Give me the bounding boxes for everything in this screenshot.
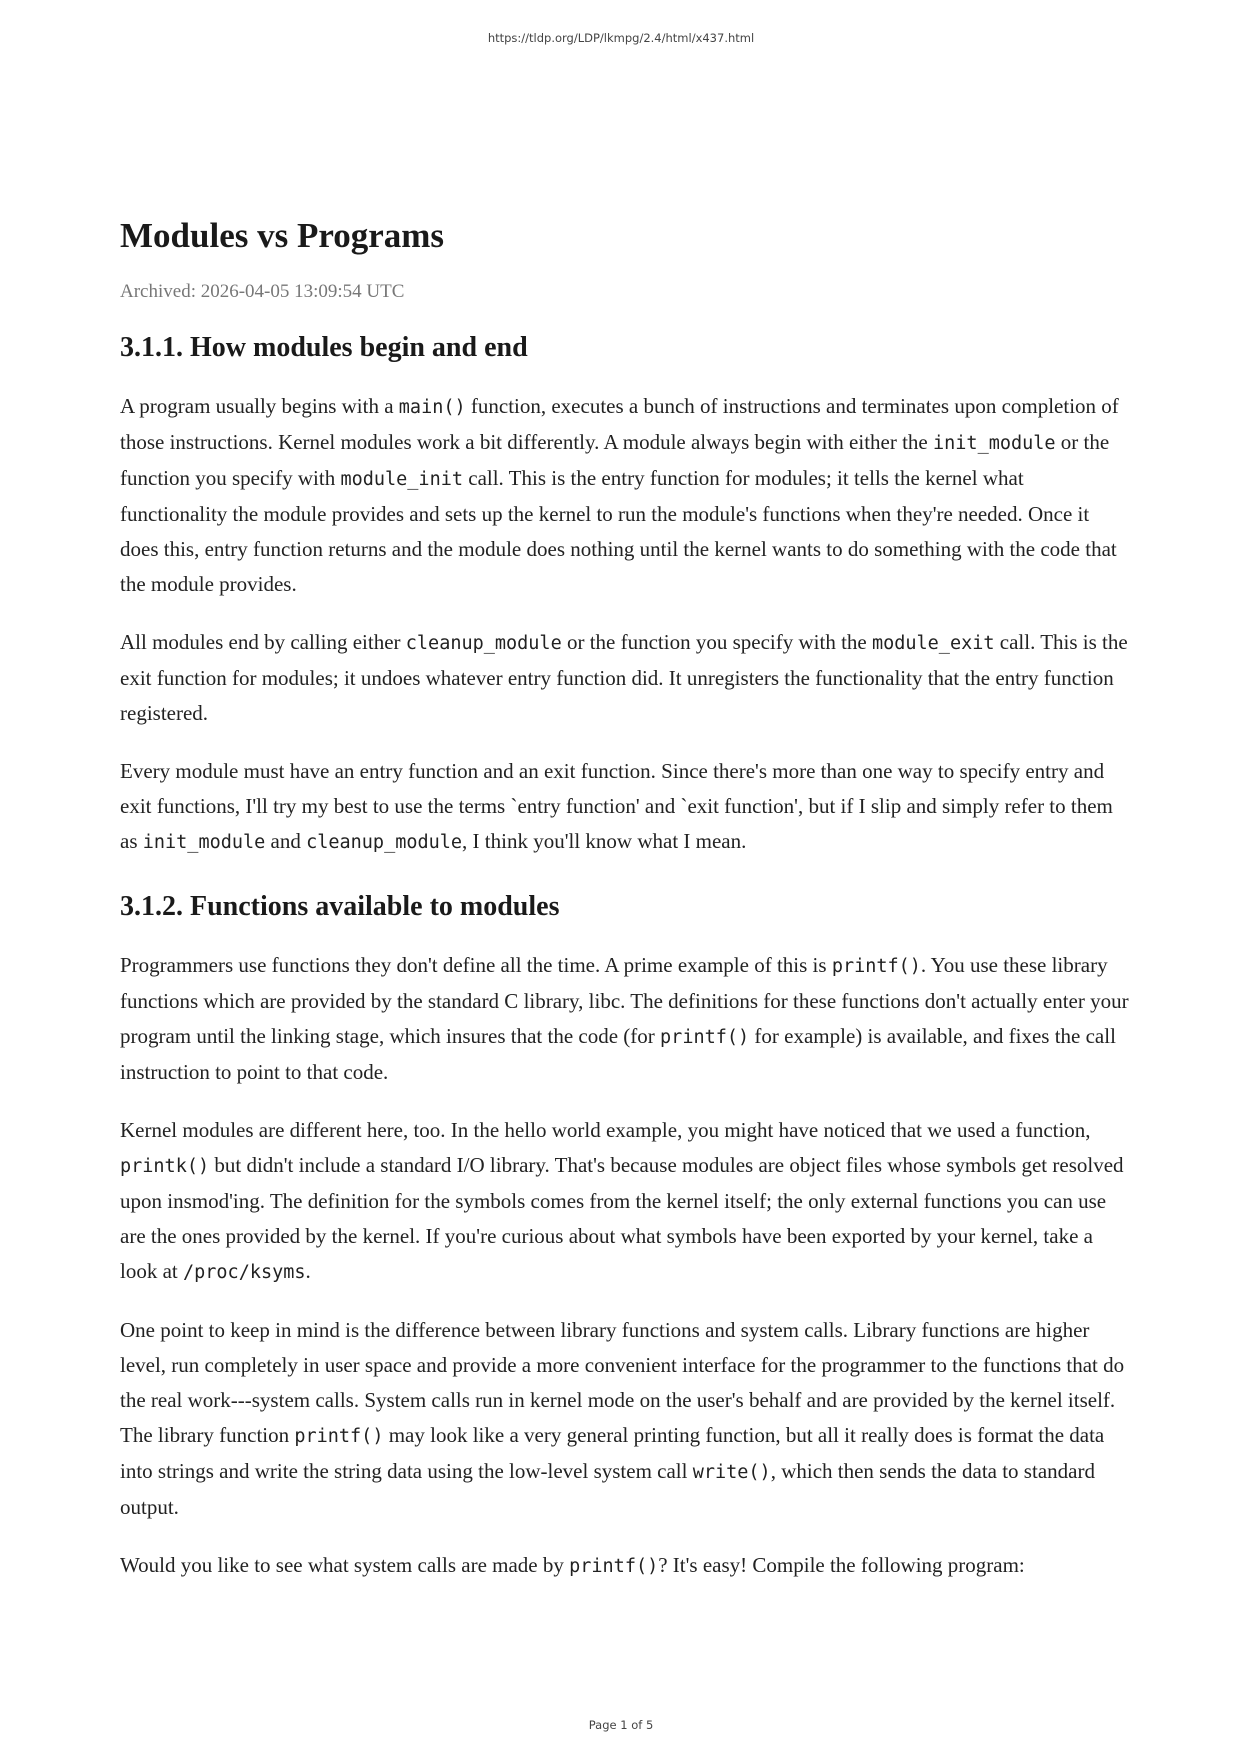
page-number-footer: Page 1 of 5 xyxy=(588,1718,654,1732)
document-body xyxy=(120,212,1130,1584)
inline-code: init_module xyxy=(933,433,1056,454)
section-heading-functions-available-to-modules: 3.1.2. Functions available to modules xyxy=(120,891,560,922)
inline-code: printf() xyxy=(569,1556,659,1577)
inline-code: printf() xyxy=(660,1027,750,1048)
inline-code: printf() xyxy=(294,1426,384,1447)
paragraph: Programmers use functions they don't define all the time. A prime example of this is printf(). You use these library functions which are provided by the standard C library, libc. The definitions for these functions don't actually enter your program until the linking stage, which insures that the code (for printf() for example) is available, and fixes the call instruction to point to that code. xyxy=(120,953,1129,1084)
inline-code: module_init xyxy=(340,469,463,490)
inline-code: module_exit xyxy=(871,633,995,654)
page-url-header: https://tldp.org/LDP/lkmpg/2.4/html/x437.html xyxy=(487,31,755,45)
inline-code: write() xyxy=(692,1462,771,1483)
inline-code: cleanup_module xyxy=(306,832,463,853)
inline-code: main() xyxy=(398,397,466,418)
paragraph: Would you like to see what system calls are made by printf()? It's easy! Compile the following program: xyxy=(120,1553,1025,1577)
paragraph: Every module must have an entry function and an exit function. Since there's more than one way to specify entry and exit functions, I'll try my best to use the terms `entry function' and `exit function', but if I slip and simply refer to them as init_module and cleanup_module, I think you'll know what I mean. xyxy=(120,759,1113,853)
archived-timestamp: Archived: 2026-04-05 13:09:54 UTC xyxy=(120,281,405,302)
inline-code: cleanup_module xyxy=(405,633,562,654)
paragraph: Kernel modules are different here, too. In the hello world example, you might have noticed that we used a function, printk() but didn't include a standard I/O library. That's because modules are object files whose symbols get resolved upon insmod'ing. The definition for the symbols comes from the kernel itself; the only external functions you can use are the ones provided by the kernel. If you're curious about what symbols have been exported by your kernel, take a look at /proc/ksyms. xyxy=(120,1118,1124,1283)
page-title: Modules vs Programs xyxy=(120,216,445,255)
paragraph: A program usually begins with a main() function, executes a bunch of instructions and terminates upon completion of those instructions. Kernel modules work a bit differently. A module always begin with either the init_module or the function you specify with module_init call. This is the entry function for modules; it tells the kernel what functionality the module provides and sets up the kernel to run the module's functions when they're needed. Once it does this, entry function returns and the module does nothing until the kernel wants to do something with the code that the module provides. xyxy=(120,394,1119,596)
paragraph: All modules end by calling either cleanup_module or the function you specify with the module_exit call. This is the exit function for modules; it undoes whatever entry function did. It unregisters the functionality that the entry function registered. xyxy=(120,630,1128,725)
section-heading-how-modules-begin-and-end: 3.1.1. How modules begin and end xyxy=(120,332,528,363)
paragraph: One point to keep in mind is the difference between library functions and system calls. Library functions are higher level, run completely in user space and provide a more convenient interface for the programmer to the functions that do the real work---system calls. System calls run in kernel mode on the user's behalf and are provided by the kernel itself. The library function printf() may look like a very general printing function, but all it really does is format the data into strings and write the string data using the low-level system call write(), which then sends the data to standard output. xyxy=(120,1318,1125,1519)
inline-code: printf() xyxy=(831,956,921,977)
inline-code: /proc/ksyms xyxy=(183,1262,306,1283)
inline-code: printk() xyxy=(120,1156,210,1177)
inline-code: init_module xyxy=(142,832,266,853)
